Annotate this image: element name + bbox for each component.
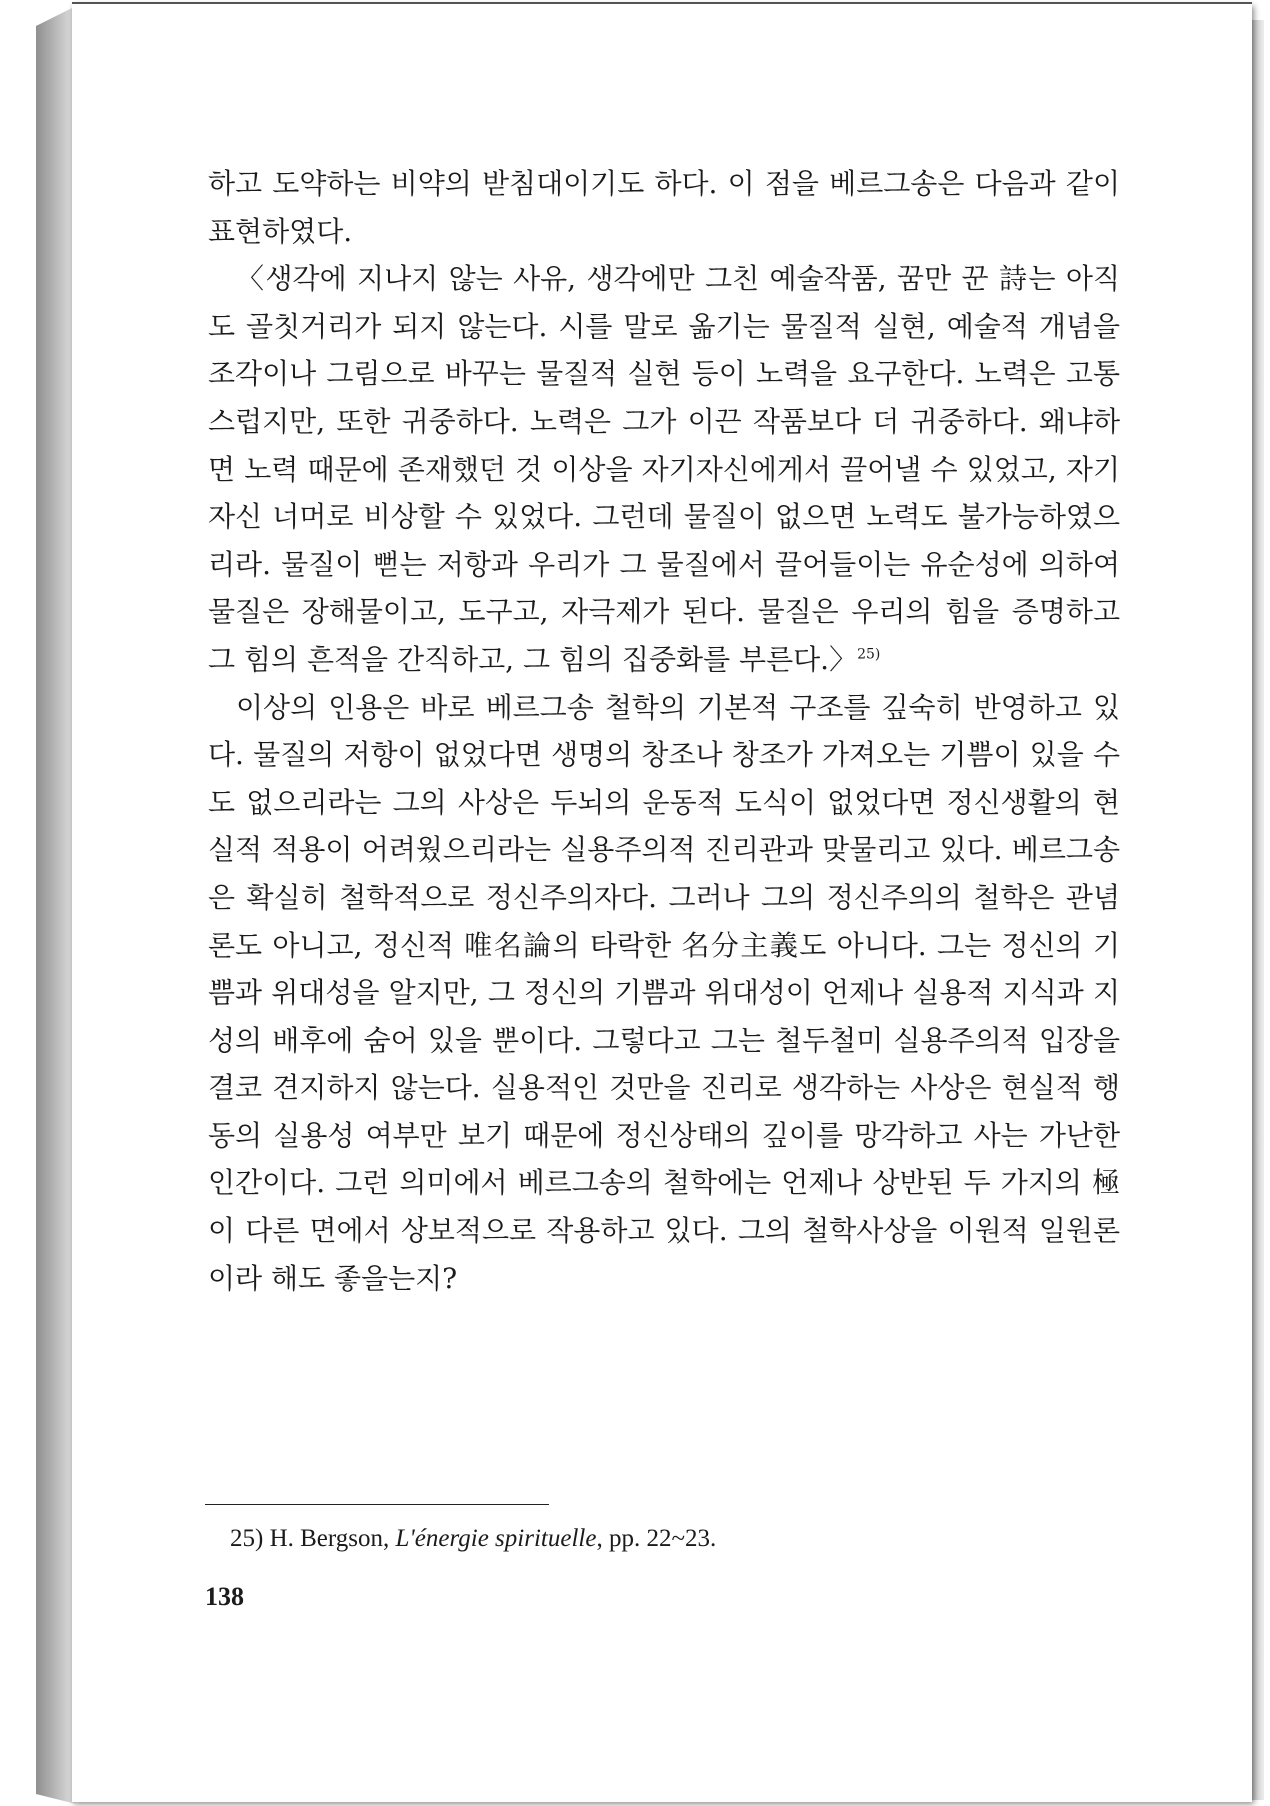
footnote-number: 25) [230, 1525, 264, 1552]
book-spine-edge [36, 6, 76, 1804]
footnote-author: H. Bergson, [269, 1525, 390, 1552]
footnote-divider [205, 1504, 549, 1505]
footnote-reference: 25) [857, 646, 881, 663]
paragraph-commentary: 이상의 인용은 바로 베르그송 철학의 기본적 구조를 깊숙히 반영하고 있다. 물질의 저항이 없었다면 생명의 창조나 창조가 가져오는 기쁨이 있을 수도 없으리라는 그의 사상은 두뇌의 운동적 도식이 없었다면 정신생활의 현실적 적용이 어려웠으리라는 실용주의적 진리관과 맞물리고 있다. 베르그송은 확실히 철학적으로 정신주의자다. 그러나 그의 정신주의의 철학은 관념론도 아니고, 정신적 唯名論의 타락한 名分主義도 아니다. 그는 정신의 기쁨과 위대성을 알지만, 그 정신의 기쁨과 위대성이 언제나 실용적 지식과 지성의 배후에 숨어 있을 뿐이다. 그렇다고 그는 철두철미 실용주의적 입장을 결코 견지하지 않는다. 실용적인 것만을 진리로 생각하는 사상은 현실적 행동의 실용성 여부만 보기 때문에 정신상태의 깊이를 망각하고 사는 가난한 인간이다. 그런 의미에서 베르그송의 철학에는 언제나 상반된 두 가지의 極이 다른 면에서 상보적으로 작용하고 있다. 그의 철학사상을 이원적 일원론이라 해도 좋을는지? [208, 690, 1121, 1295]
page-body [208, 160, 1120, 1302]
page-number: 138 [205, 1582, 244, 1611]
paragraph-continued: 하고 도약하는 비약의 받침대이기도 하다. 이 점을 베르그송은 다음과 같이 표현하였다. [208, 167, 1120, 248]
page-shadow [1250, 20, 1264, 1800]
paragraph-quotation [208, 255, 1120, 683]
footnote-title: L'énergie spirituelle [395, 1525, 597, 1552]
page-top-edge [72, 2, 1252, 4]
footnote-pages: , pp. 22~23. [596, 1525, 717, 1552]
quotation-text: 〈생각에 지나지 않는 사유, 생각에만 그친 예술작품, 꿈만 꾼 詩는 아직도 골칫거리가 되지 않는다. 시를 말로 옮기는 물질적 실현, 예술적 개념을 조각이나 그림으로 바꾸는 물질적 실현 등이 노력을 요구한다. 노력은 고통스럽지만, 또한 귀중하다. 노력은 그가 이끈 작품보다 더 귀중하다. 왜냐하면 노력 때문에 존재했던 것 이상을 자기자신에게서 끌어낼 수 있었고, 자기자신 너머로 비상할 수 있었다. 그런데 물질이 없으면 노력도 불가능하였으리라. 물질이 뻗는 저항과 우리가 그 물질에서 끌어들이는 유순성에 의하여 물질은 장해물이고, 도구고, 자극제가 된다. 물질은 우리의 힘을 증명하고 그 힘의 흔적을 간직하고, 그 힘의 집중화를 부른다.〉 [208, 262, 1120, 676]
footnote [230, 1522, 716, 1556]
